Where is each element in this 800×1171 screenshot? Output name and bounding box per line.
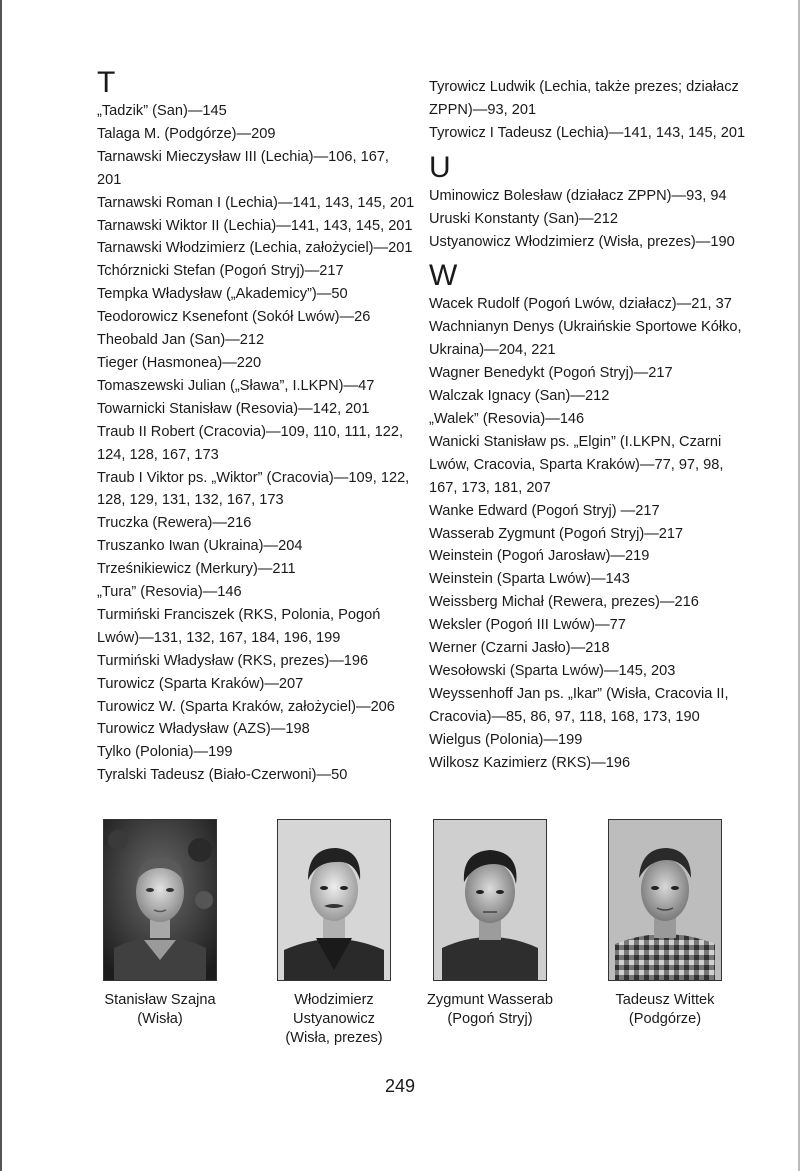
index-entry: Werner (Czarni Jasło)—218 — [429, 640, 610, 657]
index-entry: Wagner Benedykt (Pogoń Stryj)—217 — [429, 365, 673, 382]
index-letter-w: W — [429, 259, 458, 293]
portrait-caption — [264, 991, 404, 1048]
index-entry: Traub I Viktor ps. „Wiktor” (Cracovia)—109, 122, 128, 129, 131, 132, 167, 173 — [97, 469, 410, 509]
index-entry: Uruski Konstanty (San)—212 — [429, 210, 618, 227]
index-entry: Wesołowski (Sparta Lwów)—145, 203 — [429, 662, 676, 679]
index-entry: Tarnawski Włodzimierz (Lechia, założyciel)—201 — [97, 240, 413, 257]
caption-club: (Wisła) — [137, 1011, 183, 1027]
index-entry: Theobald Jan (San)—212 — [97, 332, 265, 349]
portrait-photo — [277, 819, 391, 981]
index-entry: „Tadzik” (San)—145 — [97, 103, 227, 119]
index-entry: Wielgus (Polonia)—199 — [429, 731, 583, 748]
index-entry: Turowicz Władysław (AZS)—198 — [97, 721, 310, 738]
index-column-right — [429, 76, 747, 774]
index-entry: Weinstein (Sparta Lwów)—143 — [429, 571, 630, 588]
caption-name: Ustyanowicz — [293, 1011, 375, 1027]
index-entry: Turmiński Władysław (RKS, prezes)—196 — [97, 652, 369, 669]
caption-club: (Podgórze) — [628, 1011, 702, 1027]
index-entry: Weksler (Pogoń III Lwów)—77 — [429, 617, 626, 634]
portrait-caption — [595, 991, 735, 1029]
index-entry: Weissberg Michał (Rewera, prezes)—216 — [429, 594, 699, 611]
index-entry: Tarnawski Wiktor II (Lechia)—141, 143, 145, 201 — [97, 217, 413, 234]
index-entry: Tyrowicz I Tadeusz (Lechia)—141, 143, 145, 201 — [429, 124, 746, 141]
index-entry: Tchórznicki Stefan (Pogoń Stryj)—217 — [97, 263, 344, 280]
index-letter-t: T — [97, 66, 116, 99]
index-entry: Wilkosz Kazimierz (RKS)—196 — [429, 754, 631, 771]
index-entry: Tomaszewski Julian („Sława”, I.LKPN)—47 — [97, 377, 375, 394]
portrait-card — [595, 819, 735, 1029]
index-entry: Wanicki Stanisław ps. „Elgin” (I.LKPN, Czarni Lwów, Cracovia, Sparta Kraków)—77, 97, 98, 167, 173, 181, 207 — [429, 433, 724, 496]
portrait-card — [420, 819, 560, 1029]
portrait-card — [90, 819, 230, 1029]
index-entry: Turowicz (Sparta Kraków)—207 — [97, 675, 304, 692]
portrait-row — [90, 819, 750, 1049]
index-entry: Towarnicki Stanisław (Resovia)—142, 201 — [97, 400, 370, 417]
index-entry: Weyssenhoff Jan ps. „Ikar” (Wisła, Cracovia II, Cracovia)—85, 86, 97, 118, 168, 173, 190 — [429, 685, 729, 725]
caption-club: (Wisła, prezes) — [285, 1030, 383, 1046]
caption-club: (Pogoń Stryj) — [447, 1011, 533, 1027]
index-entry: Tarnawski Roman I (Lechia)—141, 143, 145, 201 — [97, 194, 415, 211]
index-entry: Wachnianyn Denys (Ukraińskie Sportowe Kółko, Ukraina)—204, 221 — [429, 319, 742, 359]
index-entry: Wanke Edward (Pogoń Stryj) —217 — [429, 502, 660, 519]
index-entry: Tyralski Tadeusz (Biało-Czerwoni)—50 — [97, 767, 348, 784]
caption-name: Włodzimierz — [294, 992, 374, 1008]
index-entry: „Tura” (Resovia)—146 — [97, 584, 242, 601]
caption-name: Zygmunt Wasserab — [427, 992, 553, 1008]
page-number: 249 — [384, 1076, 416, 1096]
index-entry: Tieger (Hasmonea)—220 — [97, 354, 262, 371]
index-letter-u: U — [429, 150, 451, 184]
index-entry: Weinstein (Pogoń Jarosław)—219 — [429, 548, 650, 565]
index-entry: Walczak Ignacy (San)—212 — [429, 388, 610, 405]
index-entry: Tarnawski Mieczysław III (Lechia)—106, 167, 201 — [97, 148, 389, 188]
index-entry: Ustyanowicz Włodzimierz (Wisła, prezes)—190 — [429, 233, 735, 250]
index-entry: Tempka Władysław („Akademicy”)—50 — [97, 286, 348, 303]
index-entry: Traub II Robert (Cracovia)—109, 110, 111, 122, 124, 128, 167, 173 — [97, 423, 404, 463]
portrait-caption — [90, 991, 230, 1029]
caption-name: Tadeusz Wittek — [615, 992, 715, 1008]
index-entry: Wasserab Zygmunt (Pogoń Stryj)—217 — [429, 525, 684, 542]
index-entry: Turmiński Franciszek (RKS, Polonia, Pogoń Lwów)—131, 132, 167, 184, 196, 199 — [97, 606, 381, 646]
index-entry: Turowicz W. (Sparta Kraków, założyciel)—206 — [97, 698, 395, 715]
index-entry: Truczka (Rewera)—216 — [97, 515, 252, 532]
index-column-left — [97, 66, 415, 787]
page-edge-left — [0, 0, 2, 1171]
portrait-card — [264, 819, 404, 1048]
portrait-photo — [433, 819, 547, 981]
index-entry: Tylko (Polonia)—199 — [97, 744, 233, 761]
index-entry: Teodorowicz Ksenefont (Sokół Lwów)—26 — [97, 309, 371, 326]
portrait-photo — [608, 819, 722, 981]
caption-name: Stanisław Szajna — [104, 992, 216, 1008]
portrait-photo — [103, 819, 217, 981]
index-entry: Trześnikiewicz (Merkury)—211 — [97, 561, 296, 578]
index-entry: Tyrowicz Ludwik (Lechia, także prezes; działacz ZPPN)—93, 201 — [429, 79, 739, 118]
index-entry: Truszanko Iwan (Ukraina)—204 — [97, 538, 303, 555]
index-entry: „Walek” (Resovia)—146 — [429, 410, 585, 427]
portrait-caption — [420, 991, 560, 1029]
index-entry: Talaga M. (Podgórze)—209 — [97, 125, 276, 142]
index-entry: Uminowicz Bolesław (działacz ZPPN)—93, 94 — [429, 187, 727, 204]
index-entry: Wacek Rudolf (Pogoń Lwów, działacz)—21, 37 — [429, 296, 732, 313]
